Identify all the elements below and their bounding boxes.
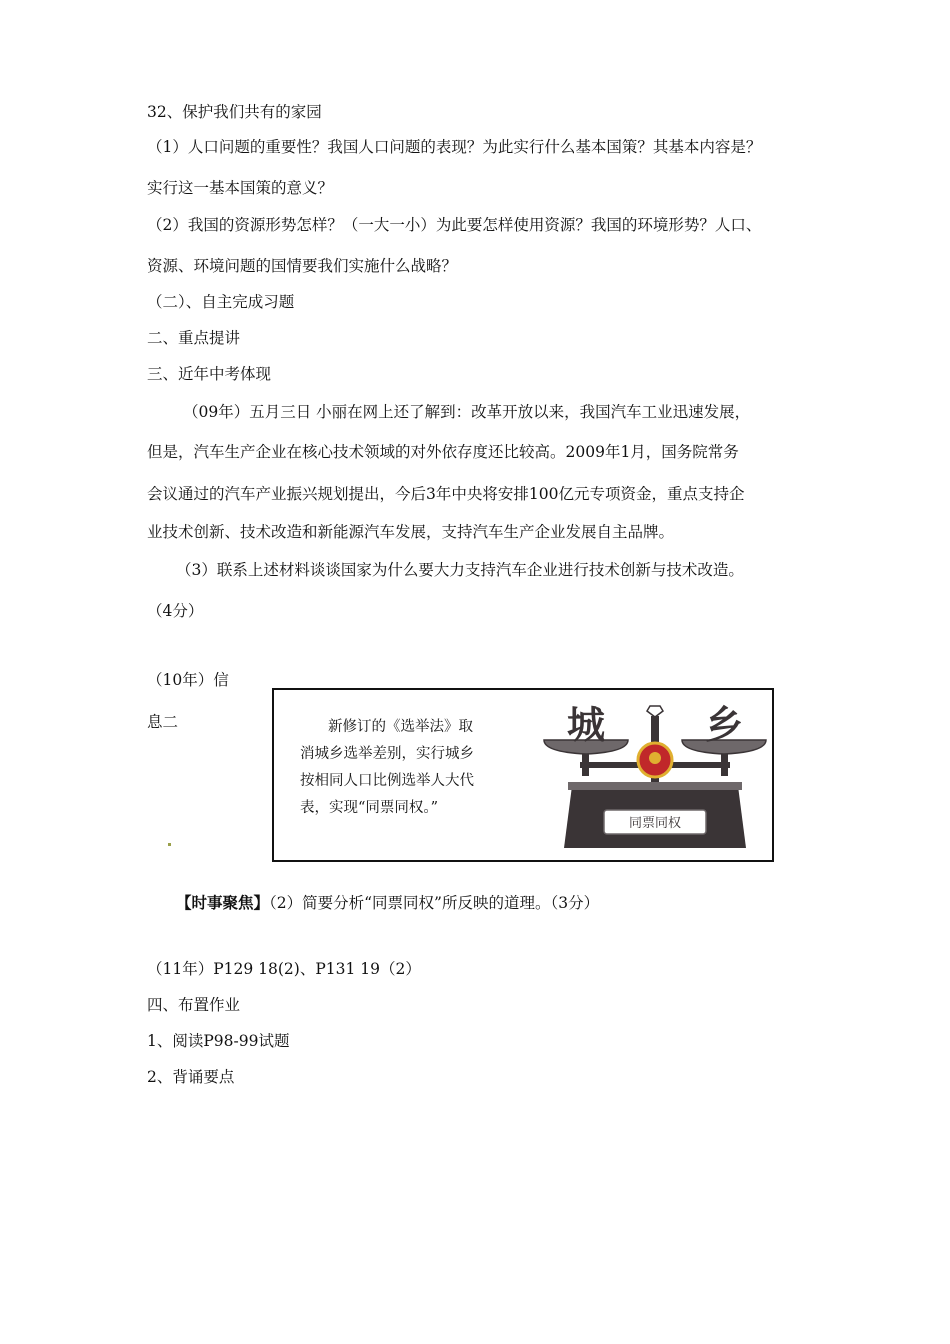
info-box-text	[300, 714, 512, 822]
current-affairs-label: 【时事聚焦】	[176, 893, 270, 912]
exam-09-score: （4分）	[147, 602, 204, 620]
scale-plaque-label: 同票同权	[628, 816, 682, 831]
exam-10-label-line2: 息二	[147, 713, 179, 731]
q32-part2-line1: （2）我国的资源形势怎样？（一大一小）为此要怎样使用资源？我国的环境形势？人口、	[147, 216, 762, 234]
q32-part1-line2: 实行这一基本国策的意义？	[147, 179, 334, 197]
self-exercise-heading: （二）、自主完成习题	[147, 293, 295, 311]
exam-09-line2: 但是，汽车生产企业在核心技术领域的对外依存度还比较高。2009年1月，国务院常务	[147, 443, 739, 461]
section-2-heading: 二、重点提讲	[147, 329, 241, 347]
info-box-line4: 表，实现“同票同权。”	[300, 800, 439, 816]
q32-part1-line1: （1）人口问题的重要性？我国人口问题的表现？为此实行什么基本国策？其基本内容是？	[147, 138, 762, 156]
homework-item-1: 1、阅读P98-99试题	[147, 1032, 290, 1050]
q32-title: 32、保护我们共有的家园	[147, 103, 322, 121]
q32-part2-line2: 资源、环境问题的国情要我们实施什么战略？	[147, 257, 458, 275]
national-emblem-center	[649, 752, 661, 764]
info-box-line2: 消城乡选举差别，实行城乡	[300, 746, 474, 762]
exam-09-line4: 业技术创新、技术改造和新能源汽车发展，支持汽车生产企业发展自主品牌。	[147, 523, 675, 541]
election-law-info-box	[272, 688, 774, 862]
balance-scale-illustration	[542, 698, 768, 856]
scale-right-character: 乡	[704, 703, 744, 747]
section-4-heading: 四、布置作业	[147, 996, 241, 1014]
current-affairs-question	[176, 893, 599, 913]
homework-item-2: 2、背诵要点	[147, 1068, 235, 1086]
scale-left-rod	[582, 754, 589, 776]
stray-mark	[168, 843, 171, 846]
exam-11-line: （11年）P129 18(2)、P131 19（2）	[147, 960, 421, 978]
info-box-line3: 按相同人口比例选举人大代	[300, 773, 474, 789]
current-affairs-text: （2）简要分析“同票同权”所反映的道理。（3分）	[269, 894, 600, 912]
exam-09-line1: （09年）五月三日 小丽在网上还了解到：改革开放以来，我国汽车工业迅速发展，	[183, 403, 751, 421]
scale-base-top	[568, 782, 742, 790]
exam-09-question3: （3）联系上述材料谈谈国家为什么要大力支持汽车企业进行技术创新与技术改造。	[176, 561, 744, 579]
scale-left-character: 城	[566, 703, 606, 747]
scale-right-rod	[721, 754, 728, 776]
info-box-line1: 新修订的《选举法》取	[328, 719, 473, 735]
section-3-heading: 三、近年中考体现	[147, 365, 272, 383]
exam-09-line3: 会议通过的汽车产业振兴规划提出，今后3年中央将安排100亿元专项资金，重点支持企	[147, 485, 745, 503]
exam-10-label-line1: （10年）信	[147, 671, 229, 689]
scale-top-jewel	[647, 706, 663, 717]
